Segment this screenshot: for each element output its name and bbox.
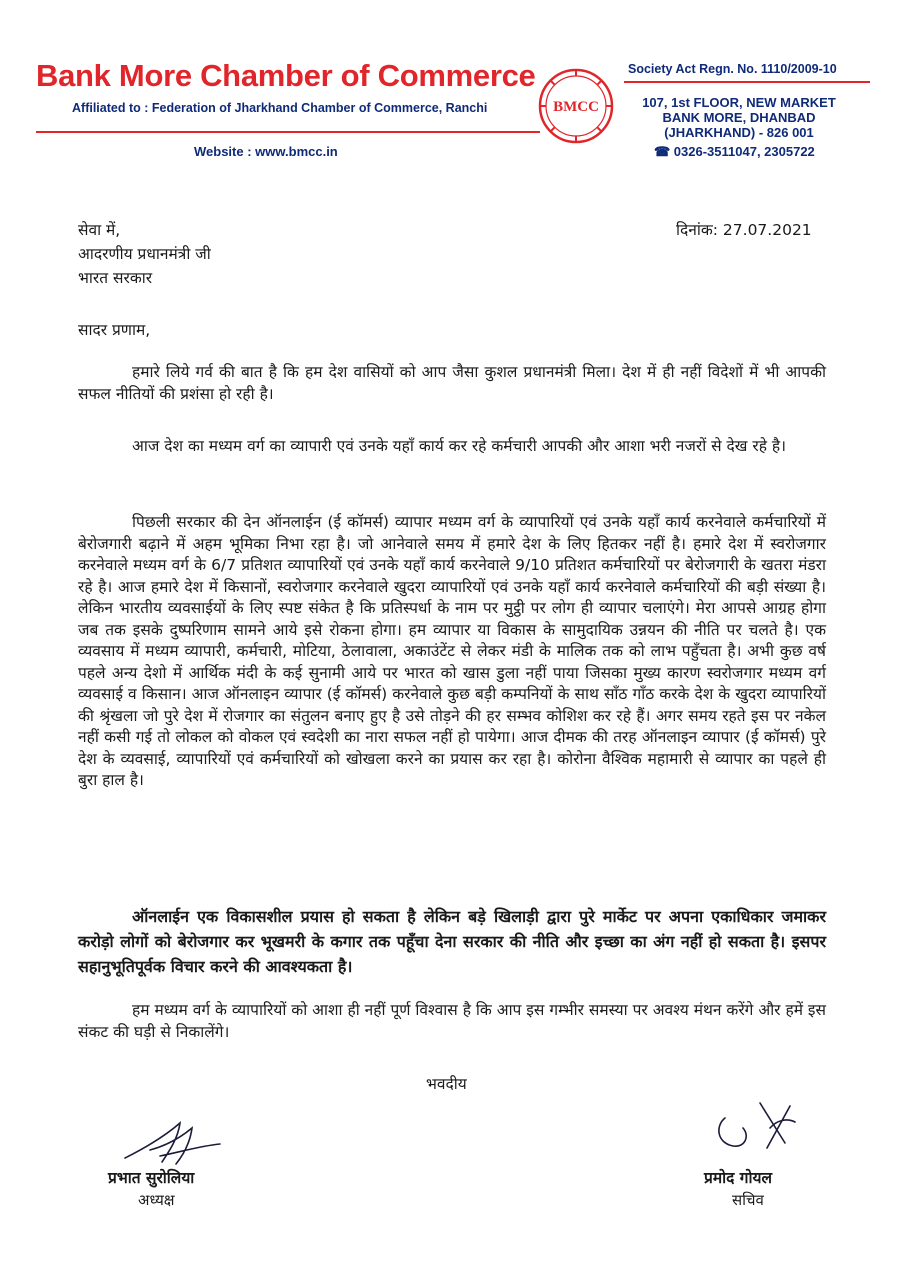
recipient-line: भारत सरकार: [78, 269, 153, 287]
body-paragraph: हमारे लिये गर्व की बात है कि हम देश वासियों को आप जैसा कुशल प्रधानमंत्री मिला। देश में ही नहीं विदेशों में भी आपकी सफल नीतियों की प्रशंसा हो रही है।: [78, 363, 826, 403]
address-line: (JHARKHAND) - 826 001: [664, 125, 814, 140]
letter-date: दिनांक: 27.07.2021: [676, 221, 812, 239]
president-signature: [120, 1118, 230, 1168]
registration-number: Society Act Regn. No. 1110/2009-10: [628, 62, 837, 76]
address-line: 107, 1st FLOOR, NEW MARKET: [642, 95, 836, 110]
website-link[interactable]: Website : www.bmcc.in: [194, 144, 338, 159]
signatory-name-secretary: प्रमोद गोयल: [704, 1169, 772, 1187]
closing-text: भवदीय: [426, 1075, 467, 1093]
signatory-name-president: प्रभात सुरोलिया: [108, 1169, 195, 1187]
signatory-title-president: अध्यक्ष: [138, 1191, 175, 1209]
salutation: सादर प्रणाम,: [78, 321, 151, 339]
body-paragraph: हम मध्यम वर्ग के व्यापारियों को आशा ही नहीं पूर्ण विश्वास है कि आप इस गम्भीर समस्या पर अवश्य मंथन करेंगे और हमें इस संकट की घड़ी से निकालेंगे।: [78, 1001, 826, 1041]
chamber-seal-logo: [538, 68, 614, 144]
address-line: BANK MORE, DHANBAD: [662, 110, 816, 125]
recipient-line: आदरणीय प्रधानमंत्री जी: [78, 245, 211, 263]
header-rule-main: [36, 131, 540, 133]
address-block: [604, 95, 874, 140]
phone-numbers: ☎ 0326-3511047, 2305722: [654, 144, 815, 159]
seal-text: BMCC: [553, 99, 599, 115]
organization-name: Bank More Chamber of Commerce: [36, 58, 536, 93]
signatory-title-secretary: सचिव: [732, 1191, 764, 1209]
header-rule-top: [624, 81, 870, 83]
affiliation-text: Affiliated to : Federation of Jharkhand Chamber of Commerce, Ranchi: [72, 101, 488, 115]
recipient-line: सेवा में,: [78, 221, 121, 239]
secretary-signature: [705, 1098, 805, 1170]
body-paragraph: पिछली सरकार की देन ऑनलाईन (ई कॉमर्स) व्यापार मध्यम वर्ग के व्यापारियों एवं उनके यहाँ कार्य करनेवाले कर्मचारियों में बेरोजगारी बढ़ाने में अहम भूमिका निभा रहा है। जो आनेवाले समय में हमारे देश के लिए हितकर नहीं है। हमारे देश में स्वरोजगार करनेवाले मध्यम वर्ग के 6/7 प्रतिशत व्यापारियों एवं उनके यहाँ कार्य करनेवाले 9/10 प्रतिशत कर्मचारियों पर बेरोजगारी के खतरा मंडरा रहे है। आज हमारे देश में किसानों, स्वरोजगार करनेवाले खुदरा व्यापारियों एवं उनके यहाँ कार्य करनेवाले कर्मचारियों की बड़ी संख्या है। लेकिन भारतीय व्यवसाईयों के लिए स्पष्ट संकेत है कि प्रतिस्पर्धा के नाम पर मुट्ठी पर लोग ही व्यापार चलाएंगे। मेरा आपसे आग्रह होगा जब तक इसके दुष्परिणाम सामने आये इसे रोकना होगा। हम व्यापार या विकास के सामुदायिक उन्नयन की नीति पर चलते है। एक व्यवसाय में मध्यम व्यापारी, कर्मचारी, मोटिया, ठेलावाला, अकाउंटेंट से लेकर मंडी के मालिक तक को लाभ पहुँचता है। अभी कुछ वर्ष पहले अन्य देशो में आर्थिक मंदी के कई सुनामी आये पर भारत को खास डुला नहीं पाया जिसका मुख्य कारण स्वरोजगार मध्यम वर्ग व्यवसाई व किसान। आज ऑनलाइन व्यापार (ई कॉमर्स) करनेवाले कुछ बड़ी कम्पनियों के साथ साँठ गाँठ करके देश के खुदरा व्यापारियों की श्रृंखला जो पुरे देश में रोजगार का संतुलन बनाए हुए है उसे तोड़ने की हर सम्भव कोशिश कर रहे हैं। अगर समय रहते इस पर नकेल नहीं कसी गई तो लोकल को वोकल एवं स्वदेशी का नारा सफल नहीं हो पायेगा। आज दीमक की तरह ऑनलाइन व्यापार (ई कॉमर्स) पुरे देश के व्यवसाई, व्यापारियों एवं कर्मचारियों को खोखला करने का प्रयास कर रहा है। कोरोना वैश्विक महामारी से व्यापार का पहले ही बुरा हाल है।: [78, 513, 826, 789]
body-paragraph: आज देश का मध्यम वर्ग का व्यापारी एवं उनके यहाँ कार्य कर रहे कर्मचारी आपकी और आशा भरी नजरों से देख रहे है।: [132, 437, 786, 455]
emphasis-paragraph: ऑनलाईन एक विकासशील प्रयास हो सकता है लेकिन बड़े खिलाड़ी द्वारा पुरे मार्केट पर अपना एकाधिकार जमाकर करोड़ो लोगों को बेरोजगार कर भूखमरी के कगार तक पहूँचा देना सरकार की नीति और इच्छा का अंग नहीं हो सकता है। इसपर सहानुभूतिपूर्वक विचार करने की आवश्यकता है।: [78, 907, 826, 976]
